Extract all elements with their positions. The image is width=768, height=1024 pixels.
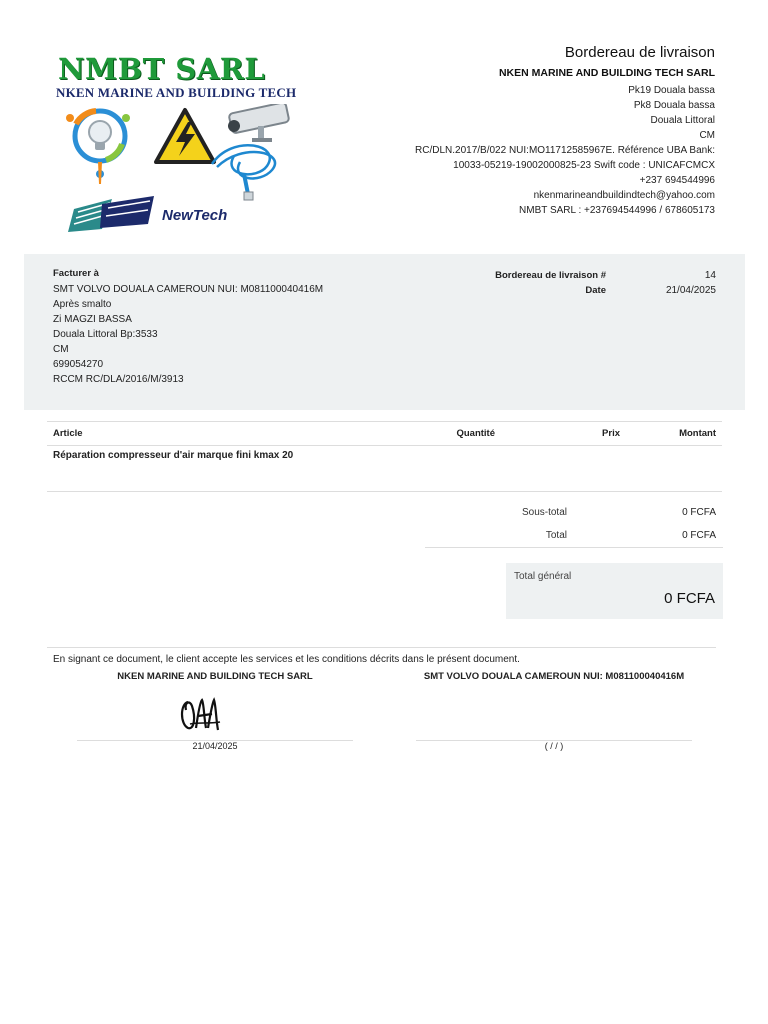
security-camera-icon [228,104,289,142]
document-date-label: Date [585,285,606,296]
supplier-name: NKEN MARINE AND BUILDING TECH SARL [117,671,313,682]
document-number-row [456,268,716,283]
company-address-line: Pk8 Douala bassa [633,100,715,111]
header-article: Article [53,428,83,439]
subtotal-label: Sous-total [521,506,567,518]
item-article: Réparation compresseur d'air marque fini kmax 20 [53,450,294,461]
subtotal-value: 0 FCFA [682,506,716,518]
document-header [0,0,768,250]
bill-to-line: CM [53,344,69,355]
handwritten-signature-icon [178,694,222,736]
company-email: nkenmarineandbuildindtech@yahoo.com [533,190,715,201]
high-voltage-warning-icon [156,110,214,162]
header-amount: Montant [679,428,716,439]
header-price: Prix [602,428,620,439]
company-bank-line: 10033-05219-19002000825-23 Swift code : UNICAFCMCX [453,160,715,171]
bill-to-line: SMT VOLVO DOUALA CAMEROUN NUI: M081100040416M [53,284,324,295]
network-cable-icon [212,145,275,200]
bill-to-block [53,268,323,387]
newtech-brand-text: NewTech [162,207,228,224]
bill-to-line: Après smalto [53,299,112,310]
client-signature-block [416,671,692,682]
bill-to-line: Douala Littoral Bp:3533 [53,329,158,340]
divider [47,647,716,648]
company-registration-line: RC/DLN.2017/B/022 NUI:MO11712585967E. Référence UBA Bank: [415,145,715,156]
item-price [495,450,620,491]
logo-graphic [62,104,312,244]
bill-to-line: 699054270 [53,359,104,370]
item-amount [620,450,716,491]
total-row [425,524,723,548]
billing-section [24,254,745,410]
logo-subtitle: NKEN MARINE AND BUILDING TECH [56,85,297,100]
company-phone: +237 694544996 [639,175,715,186]
client-signature-date: ( / / ) [544,741,564,751]
company-address-line: CM [699,130,715,141]
supplier-signature-block [77,671,353,682]
totals-block [425,500,723,548]
company-address-line: Douala Littoral [650,115,715,126]
bill-to-line: Zi MAGZI BASSA [53,314,132,325]
header-quantity: Quantité [456,428,495,439]
bill-to-line: RCCM RC/DLA/2016/M/3913 [53,374,184,385]
terms-text: En signant ce document, le client accepte les services et les conditions décrits dans le présent document. [53,654,520,665]
document-title: Bordereau de livraison [564,44,715,61]
bill-to-label: Facturer à [53,268,99,279]
supplier-signature-date: 21/04/2025 [192,741,238,751]
document-meta [456,268,716,298]
total-value: 0 FCFA [682,530,716,541]
total-label: Total [545,530,567,541]
company-name: NKEN MARINE AND BUILDING TECH SARL [498,67,715,79]
document-date-value: 21/04/2025 [665,285,716,296]
newtech-wave-icon [68,196,154,232]
document-number-value: 14 [704,270,716,281]
table-row [47,446,722,492]
items-table [47,421,722,492]
document-date-row [456,283,716,298]
document-number-label: Bordereau de livraison # [495,270,606,281]
lightbulb-people-icon [66,111,130,184]
grand-total-value: 0 FCFA [664,590,715,607]
item-quantity [413,450,495,491]
items-table-header [47,421,722,446]
grand-total-label: Total général [514,571,572,582]
grand-total-box [506,563,723,619]
company-address-line: Pk19 Douala bassa [628,85,715,96]
company-logo [52,52,322,242]
company-contact-line: NMBT SARL : +237694544996 / 678605173 [519,205,715,216]
client-name: SMT VOLVO DOUALA CAMEROUN NUI: M081100040416M [423,671,685,682]
subtotal-row [425,500,723,524]
company-info [295,44,715,218]
logo-title: NMBT SARL [58,52,266,86]
